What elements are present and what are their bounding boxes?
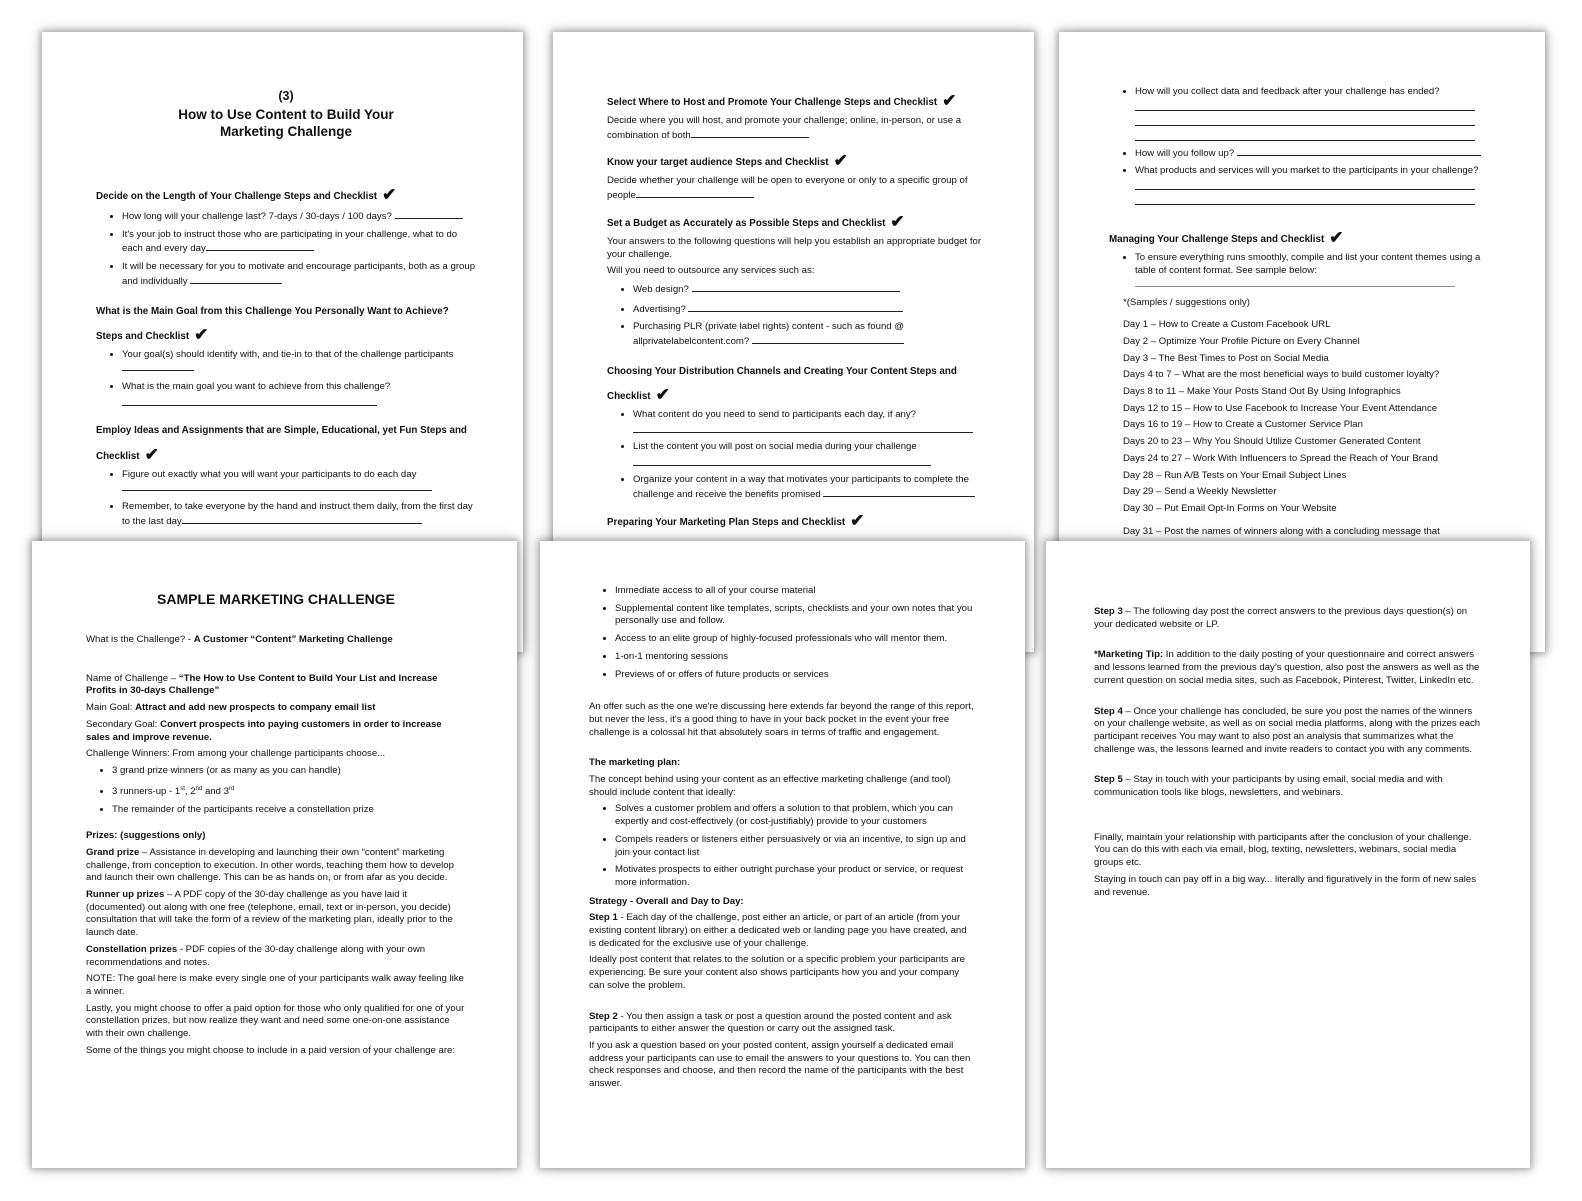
heading-main-goal: What is the Main Goal from this Challenge You Personally Want to Achieve? Steps and Checklist ✔ bbox=[96, 305, 449, 344]
paragraph: Staying in touch can pay off in a big way... literally and figuratively in the form of new sales and revenue. bbox=[1094, 873, 1476, 898]
checkmark-icon: ✔ bbox=[144, 444, 159, 464]
page-title: SAMPLE MARKETING CHALLENGE bbox=[157, 591, 395, 607]
list-item: • To ensure everything runs smoothly, compile and list your content themes using a table of content format. See sample below: bbox=[1135, 252, 1495, 277]
samples-note: *(Samples / suggestions only) bbox=[1123, 296, 1250, 308]
list-item: • Organize your content in a way that motivates your participants to complete the challenge and receive the benefits promised bbox=[633, 474, 992, 501]
checkmark-icon: ✔ bbox=[833, 151, 848, 171]
prizes-heading: Prizes: (suggestions only) bbox=[86, 830, 206, 842]
list-item: • How long will your challenge last? 7-days / 30-days / 100 days? bbox=[122, 209, 476, 224]
paragraph: Decide whether your challenge will be open to everyone or only to a specific group of people bbox=[607, 175, 968, 202]
list-item: Days 20 to 23 – Why You Should Utilize Customer Generated Content bbox=[1123, 436, 1421, 448]
paragraph: Finally, maintain your relationship with participants after the conclusion of your challenge. You can do this with each via email, blog, texting, newsletters, webinars, social media groups etc. bbox=[1094, 831, 1472, 869]
paragraph: Main Goal: Attract and add new prospects to company email list bbox=[86, 702, 376, 714]
bullet-list bbox=[607, 409, 992, 502]
list-item: • Your goal(s) should identify with, and tie-in to that of the challenge participants bbox=[122, 349, 476, 376]
checkmark-icon: ✔ bbox=[194, 324, 209, 344]
list-item: Day 30 – Put Email Opt-In Forms on Your Website bbox=[1123, 502, 1337, 514]
page-title bbox=[96, 106, 476, 140]
list-item: Days 4 to 7 – What are the most beneficial ways to build customer loyalty? bbox=[1123, 369, 1440, 381]
paragraph: An offer such as the one we're discussing here extends far beyond the range of this report, but never the less, it's a good thing to have in your back pocket in the event your free challenge is a colossal hit that absolutely soars in terms of traffic and engagement. bbox=[589, 701, 974, 738]
list-item: Days 8 to 11 – Make Your Posts Stand Out By Using Infographics bbox=[1123, 386, 1401, 398]
paragraph: Lastly, you might choose to offer a paid option for those who only qualified for one of your constellation prizes, but now realize they want and need some one-on-one assistance with their own challenge. bbox=[86, 1002, 465, 1040]
heading-budget: Set a Budget as Accurately as Possible Steps and Checklist ✔ bbox=[607, 211, 905, 231]
divider bbox=[1135, 286, 1455, 287]
paragraph: Constellation prizes - PDF copies of the 30-day challenge along with your own recommendations and notes. bbox=[86, 943, 426, 968]
bullet-list bbox=[589, 585, 974, 681]
list-item: • What is the main goal you want to achieve from this challenge? bbox=[122, 381, 476, 406]
list-item: Day 2 – Optimize Your Profile Picture on Every Channel bbox=[1123, 335, 1360, 347]
heading-host-promote: Select Where to Host and Promote Your Challenge Steps and Checklist ✔ bbox=[607, 91, 957, 110]
list-item: Day 1 – How to Create a Custom Facebook URL bbox=[1123, 319, 1331, 331]
document-page-6 bbox=[1046, 541, 1530, 1168]
list-item: Days 12 to 15 – How to Use Facebook to Increase Your Event Attendance bbox=[1123, 402, 1438, 414]
bullet-list bbox=[86, 765, 466, 816]
list-item: Day 3 – The Best Times to Post on Social Media bbox=[1123, 352, 1329, 364]
paragraph: Your answers to the following questions will help you establish an appropriate budget for your challenge. bbox=[607, 235, 982, 260]
bullet-list bbox=[96, 349, 476, 406]
heading-challenge-length: Decide on the Length of Your Challenge Steps and Checklist ✔ bbox=[96, 185, 397, 204]
list-item: • What content do you need to send to participants each day, if any? bbox=[633, 409, 992, 434]
paragraph: Name of Challenge – “The How to Use Content to Build Your List and Increase Profits in 30-days Challenge” bbox=[86, 672, 438, 697]
checkmark-icon: ✔ bbox=[1329, 228, 1344, 248]
paragraph: If you ask a question based on your posted content, assign yourself a dedicated email address your participants can use to email the answers to your questions to. You can then check responses and choose, and then record the name of the participants with the best answer. bbox=[589, 1039, 971, 1090]
document-page-4 bbox=[32, 541, 517, 1168]
paragraph: What is the Challenge? - A Customer “Content” Marketing Challenge bbox=[86, 634, 393, 645]
heading-target-audience: Know your target audience Steps and Checklist ✔ bbox=[607, 151, 848, 171]
paragraph: Step 4 – Once your challenge has concluded, be sure you post the names of the winners on your challenge website, as well as on social media platforms, along with the prizes each participant receives You may want to also post an analysis that summarizes what the challenge was, the lessons learned and invite readers to contact you with any comments. bbox=[1094, 705, 1481, 755]
list-item: • Web design? bbox=[633, 282, 992, 297]
checkmark-icon: ✔ bbox=[942, 91, 957, 110]
list-item: • It will be necessary for you to motivate and encourage participants, both as a group and individually bbox=[122, 261, 476, 288]
list-item: • Purchasing PLR (private label rights) content - such as found @ allprivatelabelcontent.com? bbox=[633, 321, 992, 348]
list-item: Day 28 – Run A/B Tests on Your Email Subject Lines bbox=[1123, 469, 1347, 481]
paragraph: Runner up prizes – A PDF copy of the 30-day challenge as you have laid it (documented) out along with one free (telephone, email, text or in-person, you decide) consultation that will take the form of a review of the marketing plan, ideally prior to the launch date. bbox=[86, 889, 453, 939]
paragraph: *Marketing Tip: In addition to the daily posting of your questionnaire and correct answers and lessons learned from the previous day’s question, also post the answers as well as the current question on social media sites, such as Facebook, Pinterest, Twitter, LinkedIn etc. bbox=[1094, 649, 1480, 686]
list-item: • Previews of or offers of future products or services bbox=[615, 669, 974, 682]
paragraph: Grand prize – Assistance in developing and launching their own “content” marketing challenge, from conception to execution. In other words, teaching them how to develop and launch their own challenge. This can be as hands on, or from afar as you decide. bbox=[86, 846, 454, 884]
list-item: • Immediate access to all of your course material bbox=[615, 585, 974, 598]
checkmark-icon: ✔ bbox=[382, 185, 397, 204]
paragraph: The concept behind using your content as an effective marketing challenge (and tool) should include content that ideally: bbox=[589, 774, 951, 798]
paragraph: Challenge Winners: From among your challenge participants choose... bbox=[86, 748, 386, 760]
heading-managing-challenge: Managing Your Challenge Steps and Checklist ✔ bbox=[1109, 228, 1344, 248]
paragraph: Step 1 - Each day of the challenge, post either an article, or part of an article (from your existing content library) on either a dedicated web or landing page you have created, and is dedicated for the exclusive use of your challenge. bbox=[589, 912, 967, 949]
heading-marketing-plan: Preparing Your Marketing Plan Steps and Checklist ✔ bbox=[607, 510, 865, 530]
page-title-line-1: How to Use Content to Build Your bbox=[178, 107, 394, 122]
paragraph: Ideally post content that relates to the solution or a specific problem your participants are experiencing. Be sure your content also shows participants how you and your company can solve the problem. bbox=[589, 954, 965, 991]
checkmark-icon: ✔ bbox=[655, 384, 670, 404]
list-item: • How will you follow up? bbox=[1135, 146, 1495, 161]
page-title-line-2: Marketing Challenge bbox=[219, 124, 353, 139]
bullet-list bbox=[96, 469, 476, 529]
list-item: Day 31 – Post the names of winners along with a concluding message that bbox=[1123, 525, 1440, 537]
list-item: • 3 grand prize winners (or as many as you can handle) bbox=[112, 765, 466, 778]
bullet-list bbox=[589, 803, 974, 889]
paragraph: Decide where you will host, and promote your challenge; online, in-person, or use a combination of both bbox=[607, 115, 962, 141]
list-item: • Compels readers or listeners either persuasively or via an incentive, to sign up and join your contact list bbox=[615, 834, 974, 859]
checkmark-icon: ✔ bbox=[850, 510, 865, 530]
heading-ideas-assignments: Employ Ideas and Assignments that are Simple, Educational, yet Fun Steps and Checklist ✔ bbox=[96, 424, 467, 464]
bullet-list bbox=[96, 209, 476, 289]
bullet-list bbox=[1109, 86, 1495, 205]
section-number: (3) bbox=[278, 89, 294, 103]
list-item: • Figure out exactly what you will want your participants to do each day bbox=[122, 469, 476, 496]
paragraph: Secondary Goal: Convert prospects into paying customers in order to increase sales and improve revenue. bbox=[86, 718, 442, 743]
list-item: Days 24 to 27 – Work With Influencers to Spread the Reach of Your Brand bbox=[1123, 452, 1438, 464]
list-item: Days 16 to 19 – How to Create a Customer Service Plan bbox=[1123, 419, 1363, 431]
heading-distribution-channels: Choosing Your Distribution Channels and Creating Your Content Steps and Checklist ✔ bbox=[607, 365, 957, 404]
paragraph: Some of the things you might choose to include in a paid version of your challenge are: bbox=[86, 1044, 456, 1056]
paragraph: Step 3 – The following day post the correct answers to the previous days question(s) on your dedicated website or LP. bbox=[1094, 606, 1468, 630]
list-item: • Motivates prospects to either outright purchase your product or service, or request more information. bbox=[615, 864, 974, 889]
bullet-list bbox=[607, 282, 992, 349]
list-item: • Supplemental content like templates, scripts, checklists and your own notes that you personally use and follow. bbox=[615, 603, 974, 628]
list-item: • The remainder of the participants receive a constellation prize bbox=[112, 804, 466, 817]
list-item: • 3 runners-up - 1st, 2nd and 3rd bbox=[112, 783, 466, 799]
paragraph: Step 5 – Stay in touch with your participants by using email, social media and with communication tools like blogs, newsletters, and webinars. bbox=[1094, 774, 1443, 799]
list-item: • Remember, to take everyone by the hand and instruct them daily, from the first day to the last day bbox=[122, 501, 476, 528]
document-page-5 bbox=[540, 541, 1025, 1168]
bullet-list bbox=[1109, 252, 1495, 277]
day-list bbox=[1123, 319, 1495, 538]
list-item: • Access to an elite group of highly-focused professionals who will mentor them. bbox=[615, 633, 974, 646]
paragraph: NOTE: The goal here is make every single one of your participants walk away feeling like a winner. bbox=[86, 973, 464, 997]
checkmark-icon: ✔ bbox=[890, 211, 905, 231]
list-item: • It's your job to instruct those who are participating in your challenge, what to do each and every day bbox=[122, 229, 476, 256]
list-item: • What products and services will you market to the participants in your challenge? bbox=[1135, 165, 1495, 205]
list-item: • 1-on-1 mentoring sessions bbox=[615, 651, 974, 664]
list-item: • Advertising? bbox=[633, 302, 992, 317]
list-item: • Solves a customer problem and offers a solution to that problem, which you can expertly and cost-effectively (or cost-justifiably) provide to your customers bbox=[615, 803, 974, 828]
paragraph: Step 2 - You then assign a task or post a question around the posted content and ask participants to either answer the question or carry out the assigned task. bbox=[589, 1010, 952, 1035]
paragraph: Will you need to outsource any services such as: bbox=[607, 265, 815, 277]
strategy-heading: Strategy - Overall and Day to Day: bbox=[589, 895, 744, 907]
list-item: Day 29 – Send a Weekly Newsletter bbox=[1123, 486, 1277, 498]
marketing-plan-heading: The marketing plan: bbox=[589, 757, 681, 769]
list-item: • List the content you will post on social media during your challenge bbox=[633, 441, 992, 466]
list-item: • How will you collect data and feedback after your challenge has ended? bbox=[1135, 86, 1495, 141]
